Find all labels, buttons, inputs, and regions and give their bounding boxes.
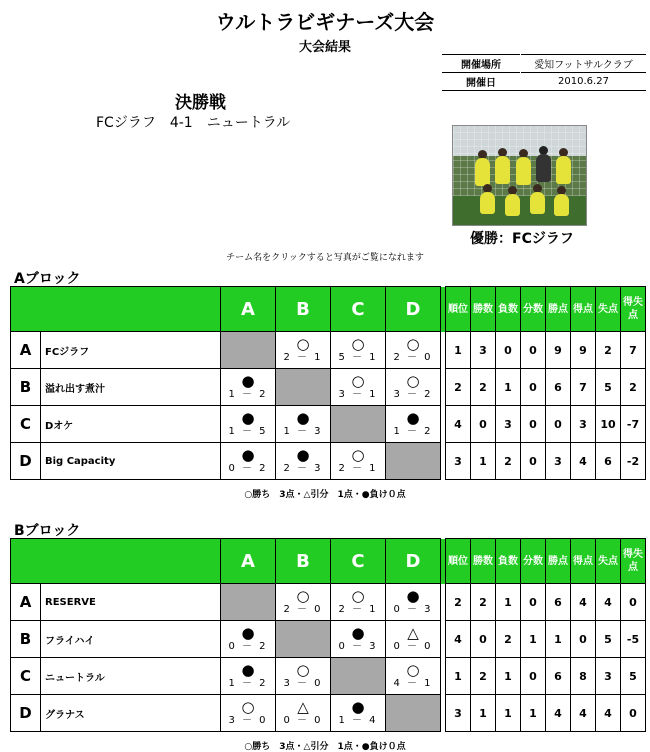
team-row xyxy=(11,406,646,443)
match-score: 1 － 3 xyxy=(283,425,323,437)
match-score: 1 － 5 xyxy=(228,425,268,437)
stat-goals-against: 10 xyxy=(596,406,621,443)
click-note: チーム名をクリックすると写真がご覧になれます xyxy=(226,253,424,263)
result-mark: ● xyxy=(296,408,310,427)
stat-rank: 2 xyxy=(446,584,471,621)
stat-wins: 2 xyxy=(471,369,496,406)
stat-losses: 1 xyxy=(496,584,521,621)
match-result-cell xyxy=(331,332,386,369)
team-row xyxy=(11,332,646,369)
block-a-title: Aブロック xyxy=(14,271,81,287)
column-header-d: D xyxy=(386,539,441,584)
stat-goals-for: 4 xyxy=(571,695,596,732)
stat-points: 6 xyxy=(546,369,571,406)
team-name-link[interactable]: Dオケ xyxy=(41,406,221,443)
match-score: 0 － 3 xyxy=(338,640,378,652)
match-score: 3 － 2 xyxy=(393,388,433,400)
match-result-cell xyxy=(276,332,331,369)
team-row xyxy=(11,443,646,480)
champion-label: 優勝：FCジラフ xyxy=(470,231,574,247)
stat-wins: 1 xyxy=(471,695,496,732)
stat-points: 6 xyxy=(546,584,571,621)
match-score: 3 － 0 xyxy=(228,714,268,726)
result-mark: ● xyxy=(241,623,255,642)
venue-value: 愛知フットサルクラブ xyxy=(521,55,647,73)
team-name-link[interactable]: ニュートラル xyxy=(41,658,221,695)
stat-goal-diff: 2 xyxy=(621,369,646,406)
stat-draws: 0 xyxy=(521,443,546,480)
result-mark: ○ xyxy=(406,660,420,679)
stat-points: 6 xyxy=(546,658,571,695)
match-score: 3 － 1 xyxy=(338,388,378,400)
team-name-link[interactable]: FCジラフ xyxy=(41,332,221,369)
match-result-cell xyxy=(386,621,441,658)
date-row xyxy=(442,73,646,91)
stat-header-rank: 順位 xyxy=(446,539,471,584)
stat-rank: 1 xyxy=(446,658,471,695)
column-header-b: B xyxy=(276,539,331,584)
match-result-cell xyxy=(331,695,386,732)
match-score: 2 － 1 xyxy=(338,603,378,615)
stat-goals-for: 0 xyxy=(571,621,596,658)
stat-goals-for: 7 xyxy=(571,369,596,406)
row-label: C xyxy=(11,658,41,695)
stat-goal-diff: 0 xyxy=(621,695,646,732)
header-row xyxy=(11,287,646,332)
stat-draws: 0 xyxy=(521,658,546,695)
stat-draws: 0 xyxy=(521,584,546,621)
stat-goal-diff: 5 xyxy=(621,658,646,695)
column-header-d: D xyxy=(386,287,441,332)
row-label: C xyxy=(11,406,41,443)
result-mark: ● xyxy=(296,445,310,464)
stat-goals-against: 3 xyxy=(596,658,621,695)
column-header-b: B xyxy=(276,287,331,332)
match-result-cell xyxy=(221,406,276,443)
venue-row xyxy=(442,55,646,73)
stat-header-goals-for: 得点 xyxy=(571,539,596,584)
stat-losses: 3 xyxy=(496,406,521,443)
self-match-cell xyxy=(221,584,276,621)
stat-draws: 1 xyxy=(521,695,546,732)
stat-goals-against: 6 xyxy=(596,443,621,480)
column-header-c: C xyxy=(331,287,386,332)
match-result-cell xyxy=(276,443,331,480)
stat-header-goal-diff: 得失点 xyxy=(621,287,646,332)
stat-losses: 1 xyxy=(496,695,521,732)
match-score: 2 － 1 xyxy=(283,351,323,363)
stat-goal-diff: -2 xyxy=(621,443,646,480)
date-value: 2010.6.27 xyxy=(521,73,647,91)
match-result-cell xyxy=(386,406,441,443)
match-result-cell xyxy=(331,443,386,480)
result-mark: △ xyxy=(407,623,419,642)
stat-goals-against: 4 xyxy=(596,695,621,732)
match-result-cell xyxy=(221,621,276,658)
stat-goals-for: 4 xyxy=(571,584,596,621)
match-result-cell xyxy=(386,658,441,695)
team-row xyxy=(11,369,646,406)
stat-header-goal-diff: 得失点 xyxy=(621,539,646,584)
event-info-table xyxy=(442,54,646,91)
team-row xyxy=(11,584,646,621)
stat-points: 0 xyxy=(546,406,571,443)
stat-wins: 0 xyxy=(471,406,496,443)
match-result-cell xyxy=(331,584,386,621)
stat-header-draws: 分数 xyxy=(521,539,546,584)
stat-header-rank: 順位 xyxy=(446,287,471,332)
row-label: B xyxy=(11,621,41,658)
stat-draws: 0 xyxy=(521,406,546,443)
stat-points: 9 xyxy=(546,332,571,369)
stat-rank: 3 xyxy=(446,695,471,732)
match-score: 0 － 2 xyxy=(228,640,268,652)
column-header-a: A xyxy=(221,287,276,332)
block-a-table xyxy=(10,286,646,480)
stat-losses: 0 xyxy=(496,332,521,369)
stat-wins: 2 xyxy=(471,658,496,695)
self-match-cell xyxy=(331,406,386,443)
stat-goals-for: 3 xyxy=(571,406,596,443)
self-match-cell xyxy=(386,443,441,480)
stat-points: 4 xyxy=(546,695,571,732)
page-subtitle: 大会結果 xyxy=(298,40,351,55)
stat-goal-diff: 0 xyxy=(621,584,646,621)
self-match-cell xyxy=(221,332,276,369)
block-a-legend: ○勝ち 3点・△引分 1点・●負け０点 xyxy=(244,490,406,500)
row-label: B xyxy=(11,369,41,406)
row-label: A xyxy=(11,332,41,369)
champion-team-photo[interactable] xyxy=(452,125,587,226)
stat-rank: 3 xyxy=(446,443,471,480)
row-label: D xyxy=(11,695,41,732)
match-result-cell xyxy=(331,621,386,658)
match-score: 0 － 2 xyxy=(228,462,268,474)
stat-losses: 1 xyxy=(496,658,521,695)
stat-rank: 2 xyxy=(446,369,471,406)
result-mark: ● xyxy=(406,408,420,427)
stat-rank: 4 xyxy=(446,621,471,658)
date-label: 開催日 xyxy=(442,73,521,91)
match-score: 0 － 0 xyxy=(393,640,433,652)
self-match-cell xyxy=(386,695,441,732)
stat-goals-against: 2 xyxy=(596,332,621,369)
stat-wins: 0 xyxy=(471,621,496,658)
match-result-cell xyxy=(221,443,276,480)
stat-header-losses: 負数 xyxy=(496,287,521,332)
team-row xyxy=(11,621,646,658)
match-score: 5 － 1 xyxy=(338,351,378,363)
result-mark: ○ xyxy=(351,445,365,464)
match-result-cell xyxy=(276,658,331,695)
match-score: 2 － 0 xyxy=(393,351,433,363)
result-mark: ● xyxy=(351,623,365,642)
match-score: 3 － 0 xyxy=(283,677,323,689)
match-score: 1 － 2 xyxy=(393,425,433,437)
stat-header-draws: 分数 xyxy=(521,287,546,332)
result-mark: △ xyxy=(297,697,309,716)
stat-goals-against: 5 xyxy=(596,621,621,658)
match-result-cell xyxy=(276,584,331,621)
self-match-cell xyxy=(276,369,331,406)
page-title: ウルトラビギナーズ大会 xyxy=(215,10,435,34)
stat-draws: 0 xyxy=(521,369,546,406)
match-score: 2 － 1 xyxy=(338,462,378,474)
match-result-cell xyxy=(276,406,331,443)
stat-wins: 2 xyxy=(471,584,496,621)
stat-goals-against: 5 xyxy=(596,369,621,406)
stat-points: 3 xyxy=(546,443,571,480)
match-result-cell xyxy=(221,369,276,406)
team-name-link[interactable]: フライハイ xyxy=(41,621,221,658)
stat-header-goals-against: 失点 xyxy=(596,287,621,332)
match-score: 0 － 3 xyxy=(393,603,433,615)
column-header-a: A xyxy=(221,539,276,584)
result-mark: ● xyxy=(241,445,255,464)
stat-wins: 1 xyxy=(471,443,496,480)
self-match-cell xyxy=(276,621,331,658)
match-result-cell xyxy=(276,695,331,732)
stat-rank: 4 xyxy=(446,406,471,443)
result-mark: ○ xyxy=(241,697,255,716)
stat-header-losses: 負数 xyxy=(496,539,521,584)
stat-header-goals-against: 失点 xyxy=(596,539,621,584)
result-mark: ● xyxy=(406,586,420,605)
stat-losses: 1 xyxy=(496,369,521,406)
venue-label: 開催場所 xyxy=(442,55,521,73)
stat-losses: 2 xyxy=(496,621,521,658)
stat-draws: 0 xyxy=(521,332,546,369)
team-name-link[interactable]: グラナス xyxy=(41,695,221,732)
match-result-cell xyxy=(221,695,276,732)
stat-goal-diff: 7 xyxy=(621,332,646,369)
stat-wins: 3 xyxy=(471,332,496,369)
match-score: 2 － 3 xyxy=(283,462,323,474)
match-result-cell xyxy=(386,369,441,406)
result-mark: ○ xyxy=(296,660,310,679)
match-score: 2 － 0 xyxy=(283,603,323,615)
stat-header-wins: 勝数 xyxy=(471,539,496,584)
stat-goals-for: 4 xyxy=(571,443,596,480)
block-b-legend: ○勝ち 3点・△引分 1点・●負け０点 xyxy=(244,742,406,752)
result-mark: ○ xyxy=(351,371,365,390)
stat-losses: 2 xyxy=(496,443,521,480)
match-score: 0 － 0 xyxy=(283,714,323,726)
stat-goals-against: 4 xyxy=(596,584,621,621)
match-result-cell xyxy=(386,332,441,369)
stat-goal-diff: -7 xyxy=(621,406,646,443)
final-heading: 決勝戦 xyxy=(175,93,226,113)
stat-header-points: 勝点 xyxy=(546,287,571,332)
final-result: FCジラフ 4-1 ニュートラル xyxy=(96,115,291,131)
result-mark: ● xyxy=(241,371,255,390)
header-row xyxy=(11,539,646,584)
stat-rank: 1 xyxy=(446,332,471,369)
team-row xyxy=(11,695,646,732)
result-mark: ● xyxy=(241,660,255,679)
stat-draws: 1 xyxy=(521,621,546,658)
team-name-link[interactable]: RESERVE xyxy=(41,584,221,621)
match-result-cell xyxy=(221,658,276,695)
match-score: 1 － 4 xyxy=(338,714,378,726)
match-score: 1 － 2 xyxy=(228,677,268,689)
stat-header-goals-for: 得点 xyxy=(571,287,596,332)
stat-header-wins: 勝数 xyxy=(471,287,496,332)
column-header-c: C xyxy=(331,539,386,584)
match-score: 4 － 1 xyxy=(393,677,433,689)
stat-goal-diff: -5 xyxy=(621,621,646,658)
stat-goals-for: 8 xyxy=(571,658,596,695)
result-mark: ● xyxy=(351,697,365,716)
match-score: 1 － 2 xyxy=(228,388,268,400)
row-label: D xyxy=(11,443,41,480)
match-result-cell xyxy=(331,369,386,406)
result-mark: ○ xyxy=(406,334,420,353)
self-match-cell xyxy=(331,658,386,695)
team-row xyxy=(11,658,646,695)
result-mark: ○ xyxy=(351,586,365,605)
team-name-link[interactable]: Big Capacity xyxy=(41,443,221,480)
result-mark: ○ xyxy=(296,334,310,353)
result-mark: ○ xyxy=(406,371,420,390)
stat-points: 1 xyxy=(546,621,571,658)
stat-header-points: 勝点 xyxy=(546,539,571,584)
block-b-table xyxy=(10,538,646,732)
result-mark: ○ xyxy=(351,334,365,353)
match-result-cell xyxy=(386,584,441,621)
row-label: A xyxy=(11,584,41,621)
stat-goals-for: 9 xyxy=(571,332,596,369)
team-name-link[interactable]: 溢れ出す煮汁 xyxy=(41,369,221,406)
block-b-title: Bブロック xyxy=(14,523,81,539)
result-mark: ● xyxy=(241,408,255,427)
result-mark: ○ xyxy=(296,586,310,605)
